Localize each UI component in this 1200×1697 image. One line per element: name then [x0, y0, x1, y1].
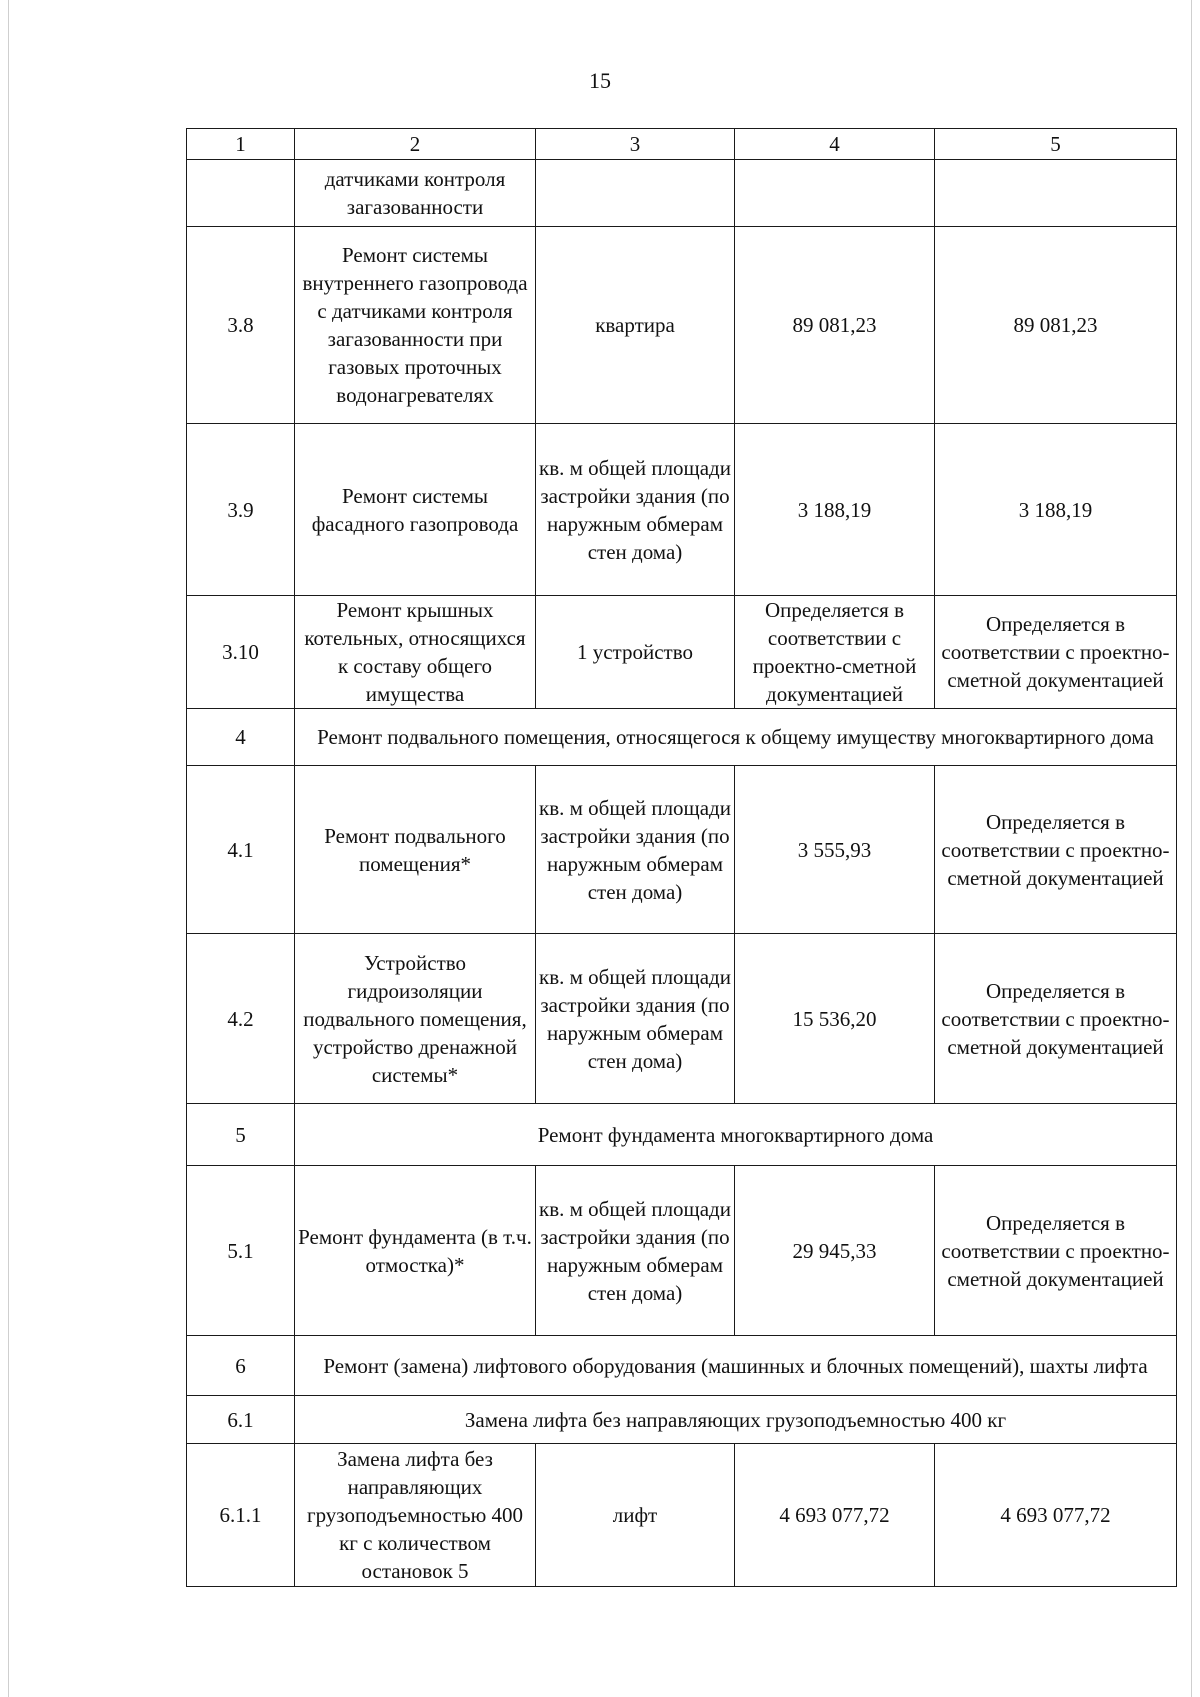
- table-row: [187, 766, 1177, 934]
- table-row: [187, 424, 1177, 596]
- work-name-cell: Ремонт подвального помещения*: [295, 766, 536, 934]
- value-cell: 3 188,19: [735, 424, 935, 596]
- work-name-cell: датчиками контроля загазованности: [295, 160, 536, 227]
- section-number-cell: 5: [187, 1104, 295, 1166]
- unit-cell: кв. м общей площади застройки здания (по наружным обмерам стен дома): [536, 934, 735, 1104]
- section-number-cell: 6.1: [187, 1396, 295, 1444]
- table-row: [187, 1166, 1177, 1336]
- item-number-cell: 3.10: [187, 596, 295, 709]
- value-cell: Определяется в соответствии с проектно-сметной документацией: [935, 1166, 1177, 1336]
- section-row: [187, 1336, 1177, 1396]
- section-row: [187, 709, 1177, 766]
- value-cell: Определяется в соответствии с проектно-сметной документацией: [735, 596, 935, 709]
- item-number-cell: 3.8: [187, 227, 295, 424]
- table-row: [187, 596, 1177, 709]
- section-number-cell: 6: [187, 1336, 295, 1396]
- unit-cell: кв. м общей площади застройки здания (по наружным обмерам стен дома): [536, 766, 735, 934]
- unit-cell: 1 устройство: [536, 596, 735, 709]
- work-name-cell: Устройство гидроизоляции подвального помещения, устройство дренажной системы*: [295, 934, 536, 1104]
- item-number-cell: 4.2: [187, 934, 295, 1104]
- work-name-cell: Замена лифта без направляющих грузоподъемностью 400 кг с количеством остановок 5: [295, 1444, 536, 1587]
- value-cell: 3 555,93: [735, 766, 935, 934]
- item-number-cell: 3.9: [187, 424, 295, 596]
- column-number-2: 2: [295, 129, 536, 160]
- table-row: [187, 227, 1177, 424]
- value-cell: 4 693 077,72: [935, 1444, 1177, 1587]
- value-cell: Определяется в соответствии с проектно-сметной документацией: [935, 596, 1177, 709]
- column-number-4: 4: [735, 129, 935, 160]
- section-title-cell: Ремонт (замена) лифтового оборудования (машинных и блочных помещений), шахты лифта: [295, 1336, 1177, 1396]
- section-title-cell: Ремонт подвального помещения, относящегося к общему имуществу многоквартирного дома: [295, 709, 1177, 766]
- section-row: [187, 1104, 1177, 1166]
- unit-cell: кв. м общей площади застройки здания (по наружным обмерам стен дома): [536, 424, 735, 596]
- value-cell: 29 945,33: [735, 1166, 935, 1336]
- value-cell: 15 536,20: [735, 934, 935, 1104]
- table-row: [187, 934, 1177, 1104]
- unit-cell: кв. м общей площади застройки здания (по наружным обмерам стен дома): [536, 1166, 735, 1336]
- section-number-cell: 4: [187, 709, 295, 766]
- value-cell: Определяется в соответствии с проектно-сметной документацией: [935, 766, 1177, 934]
- table-row: [187, 1444, 1177, 1587]
- item-number-cell: 6.1.1: [187, 1444, 295, 1587]
- scan-edge-line: [8, 0, 9, 1697]
- work-name-cell: Ремонт системы внутреннего газопровода с датчиками контроля загазованности при газовых проточных водонагревателях: [295, 227, 536, 424]
- work-name-cell: Ремонт крышных котельных, относящихся к составу общего имущества: [295, 596, 536, 709]
- column-number-3: 3: [536, 129, 735, 160]
- section-title-cell: Ремонт фундамента многоквартирного дома: [295, 1104, 1177, 1166]
- scan-edge-line: [1191, 0, 1192, 1697]
- column-number-5: 5: [935, 129, 1177, 160]
- value-cell: 89 081,23: [735, 227, 935, 424]
- value-cell: 4 693 077,72: [735, 1444, 935, 1587]
- table-header-row: [187, 129, 1177, 160]
- work-name-cell: Ремонт системы фасадного газопровода: [295, 424, 536, 596]
- page-number: 15: [589, 68, 611, 93]
- item-number-cell: 5.1: [187, 1166, 295, 1336]
- table-row: [187, 160, 1177, 227]
- work-name-cell: Ремонт фундамента (в т.ч. отмостка)*: [295, 1166, 536, 1336]
- value-cell: Определяется в соответствии с проектно-сметной документацией: [935, 934, 1177, 1104]
- item-number-cell: 4.1: [187, 766, 295, 934]
- section-title-cell: Замена лифта без направляющих грузоподъемностью 400 кг: [295, 1396, 1177, 1444]
- column-number-1: 1: [187, 129, 295, 160]
- value-cell: 3 188,19: [935, 424, 1177, 596]
- unit-cell: лифт: [536, 1444, 735, 1587]
- unit-cell: квартира: [536, 227, 735, 424]
- subsection-row: [187, 1396, 1177, 1444]
- estimate-table: [186, 128, 1177, 1587]
- value-cell: 89 081,23: [935, 227, 1177, 424]
